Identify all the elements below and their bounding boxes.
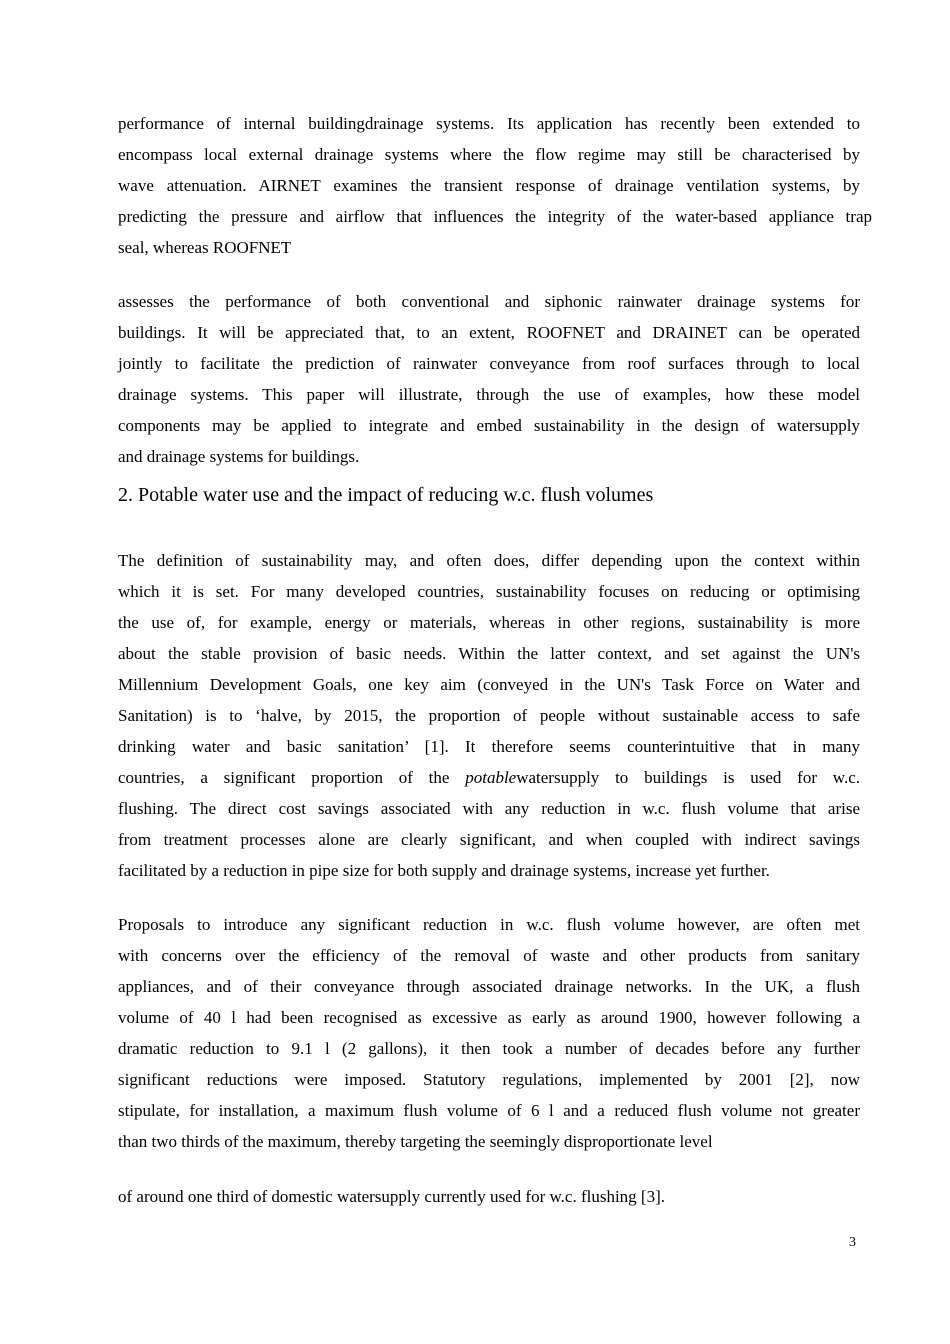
text-line: volume of 40 l had been recognised as excessive as early as around 1900, however following a	[118, 1008, 860, 1027]
text-line: predicting the pressure and airflow that influences the integrity of the water-based appliance trap	[118, 207, 872, 226]
text-line: stipulate, for installation, a maximum flush volume of 6 l and a reduced flush volume not greater	[118, 1101, 860, 1120]
body-paragraph-2	[118, 286, 860, 472]
text-line-with-italic	[118, 762, 860, 793]
text-line: about the stable provision of basic needs. Within the latter context, and set against the UN's	[118, 644, 860, 663]
page-number: 3	[849, 1235, 856, 1250]
text-line: drinking water and basic sanitation’ [1]. It therefore seems counterintuitive that in many	[118, 737, 860, 756]
text-line: than two thirds of the maximum, thereby targeting the seemingly disproportionate level	[118, 1132, 713, 1151]
text-line: jointly to facilitate the prediction of rainwater conveyance from roof surfaces through to local	[118, 354, 860, 373]
text-line: drainage systems. This paper will illustrate, through the use of examples, how these model	[118, 385, 860, 404]
text-line: dramatic reduction to 9.1 l (2 gallons), it then took a number of decades before any further	[118, 1039, 860, 1058]
text-line: of around one third of domestic watersupply currently used for w.c. flushing [3].	[118, 1187, 666, 1206]
text-line: with concerns over the efficiency of the removal of waste and other products from sanitary	[118, 946, 860, 965]
text-line: from treatment processes alone are clearly significant, and when coupled with indirect savings	[118, 830, 860, 849]
section-heading: 2. Potable water use and the impact of reducing w.c. flush volumes	[118, 484, 654, 506]
line-prefix: countries, a significant proportion of the	[118, 768, 466, 787]
text-line: Millennium Development Goals, one key aim (conveyed in the UN's Task Force on Water and	[118, 675, 860, 694]
text-line: buildings. It will be appreciated that, to an extent, ROOFNET and DRAINET can be operated	[118, 323, 860, 342]
section-paragraph-3	[118, 1181, 860, 1212]
text-line: The definition of sustainability may, and often does, differ depending upon the context within	[118, 551, 860, 570]
body-paragraph-1	[118, 108, 872, 263]
text-line: and drainage systems for buildings.	[118, 447, 360, 466]
text-line: assesses the performance of both conventional and siphonic rainwater drainage systems for	[118, 292, 860, 311]
section-paragraph-2	[118, 909, 860, 1157]
text-line: Proposals to introduce any significant reduction in w.c. flush volume however, are often met	[118, 915, 860, 934]
section-paragraph-1	[118, 545, 860, 886]
text-line: Sanitation) is to ‘halve, by 2015, the proportion of people without sustainable access to safe	[118, 706, 860, 725]
text-line: components may be applied to integrate and embed sustainability in the design of watersupply	[118, 416, 860, 435]
text-line: wave attenuation. AIRNET examines the transient response of drainage ventilation systems, by	[118, 176, 860, 195]
text-line: encompass local external drainage systems where the flow regime may still be characterised by	[118, 145, 860, 164]
text-line: seal, whereas ROOFNET	[118, 238, 292, 257]
text-line: flushing. The direct cost savings associated with any reduction in w.c. flush volume that arise	[118, 799, 860, 818]
italic-word: potable	[465, 768, 517, 787]
text-line: which it is set. For many developed countries, sustainability focuses on reducing or optimising	[118, 582, 860, 601]
text-line: appliances, and of their conveyance through associated drainage networks. In the UK, a flush	[118, 977, 860, 996]
line-suffix: watersupply to buildings is used for w.c.	[516, 768, 860, 787]
text-line: performance of internal buildingdrainage systems. Its application has recently been extended to	[118, 114, 860, 133]
text-line: the use of, for example, energy or materials, whereas in other regions, sustainability is more	[118, 613, 860, 632]
text-line: significant reductions were imposed. Statutory regulations, implemented by 2001 [2], now	[118, 1070, 860, 1089]
text-line: facilitated by a reduction in pipe size for both supply and drainage systems, increase yet further.	[118, 861, 770, 880]
